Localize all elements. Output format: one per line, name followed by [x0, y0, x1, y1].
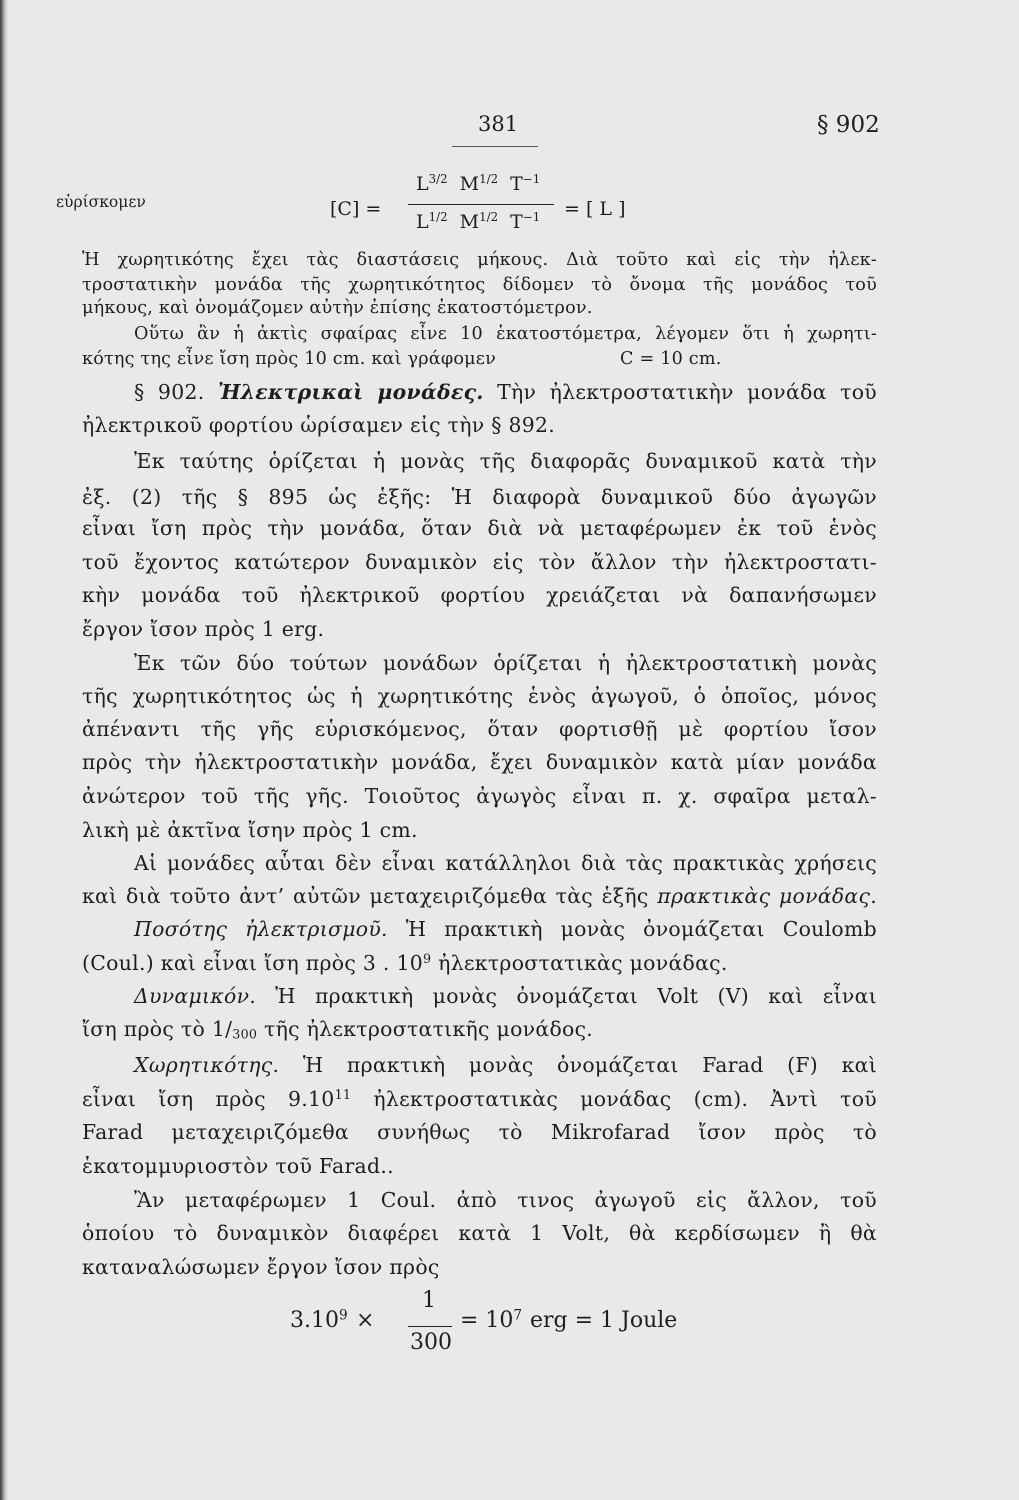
small-text-line: κότης της εἶνε ἴση πρὸς 10 cm. καὶ γράφομεν C = 10 cm. — [82, 349, 722, 369]
page-binding-edge — [0, 0, 8, 1500]
body-line: τοῦ ἔχοντος κατώτερον δυναμικὸν εἰς τὸν ἄλλον τὴν ἠλεκτροστατι- — [82, 550, 877, 574]
page-number-rule — [452, 146, 538, 147]
page-number: 381 — [478, 112, 519, 136]
body-line: ἠλεκτρικοῦ φορτίου ὡρίσαμεν εἰς τὴν § 892. — [82, 413, 556, 437]
page-header — [0, 112, 1019, 152]
small-text-line: Ἡ χωρητικότης ἔχει τὰς διαστάσεις μήκους. Διὰ τοῦτο καὶ εἰς τὴν ἠλεκ- — [82, 250, 877, 270]
body-line: εἶναι ἴση πρὸς 9.10$^{11}$ ἠλεκτροστατικὰς μονάδας (cm). Ἀντὶ τοῦ — [82, 1087, 877, 1111]
body-line: κὴν μονάδα τοῦ ἠλεκτρικοῦ φορτίου χρειάζεται νὰ δαπανήσωμεν — [82, 583, 877, 607]
small-text-line: μήκους, καὶ ὀνομάζομεν αὐτὴν ἐπίσης ἑκατοστόμετρον. — [82, 298, 593, 318]
fraction-numerator: $L^{3/2}$ $M^{1/2}$ $T^{-1}$ — [416, 172, 541, 196]
body-line: ἀνώτερον τοῦ τῆς γῆς. Τοιοῦτος ἀγωγὸς εἶναι π. χ. σφαῖρα μεταλ- — [82, 784, 877, 808]
body-line: Δυναμικόν. Ἡ πρακτικὴ μονὰς ὀνομάζεται Volt (V) καὶ εἶναι — [134, 984, 877, 1008]
body-line: Ἐκ ταύτης ὁρίζεται ἡ μονὰς τῆς διαφορᾶς δυναμικοῦ κατὰ τὴν — [134, 449, 877, 473]
term-quantity: Ποσότης ἠλεκτρισμοῦ. — [134, 917, 388, 941]
body-line: Ποσότης ἠλεκτρισμοῦ. Ἡ πρακτικὴ μονὰς ὀνομάζεται Coulomb — [134, 917, 877, 941]
term-potential: Δυναμικόν. — [134, 984, 257, 1008]
fraction-bar — [408, 1326, 452, 1327]
body-line: Farad μεταχειριζόμεθα συνήθως τὸ Mikrofarad ἴσον πρὸς τὸ — [82, 1120, 877, 1144]
body-line: Χωρητικότης. Ἡ πρακτικὴ μονὰς ὀνομάζεται Farad (F) καὶ — [134, 1053, 877, 1077]
body-line: ὁποίου τὸ δυναμικὸν διαφέρει κατὰ 1 Volt, θὰ κερδίσωμεν ἢ θὰ — [82, 1221, 877, 1245]
body-line: ἑκατομμυριοστὸν τοῦ Farad.. — [82, 1154, 394, 1178]
small-text-line: τροστατικὴν μονάδα τῆς χωρητικότητος δίδομεν τὸ ὄνομα τῆς μονάδος τοῦ — [82, 275, 877, 295]
section-heading-line: § 902. Ἠλεκτρικαὶ μονάδες. Τὴν ἠλεκτροστατικὴν μονάδα τοῦ — [134, 380, 877, 404]
body-line: Ἐκ τῶν δύο τούτων μονάδων ὁρίζεται ἡ ἠλεκτροστατικὴ μονὰς — [134, 651, 877, 675]
body-line: ἴση πρὸς τὸ $1/_{300}$ τῆς ἠλεκτροστατικῆς μονάδος. — [82, 1017, 594, 1042]
body-line: λικὴ μὲ ἀκτῖνα ἴσην πρὸς 1 cm. — [82, 818, 418, 842]
body-line: καὶ διὰ τοῦτο ἀντ’ αὐτῶν μεταχειριζόμεθα τὰς ἑξῆς πρακτικὰς μονάδας. — [82, 884, 877, 908]
formula-lead-word: εὑρίσκομεν — [56, 193, 146, 211]
body-line: εἶναι ἴση πρὸς τὴν μονάδα, ὅταν διὰ νὰ μεταφέρωμεν ἐκ τοῦ ἑνὸς — [82, 516, 877, 540]
body-line: Ἂν μεταφέρωμεν 1 Coul. ἀπὸ τινος ἀγωγοῦ εἰς ἄλλον, τοῦ — [134, 1188, 877, 1212]
section-marker: § 902 — [817, 112, 880, 138]
formula-result: = [ L ] — [564, 198, 626, 220]
body-line: Αἱ μονάδες αὗται δὲν εἶναι κατάλληλοι διὰ τὰς πρακτικὰς χρήσεις — [134, 851, 877, 875]
fraction-denominator: $L^{1/2}$ $M^{1/2}$ $T^{-1}$ — [416, 210, 541, 234]
fraction-denominator: 300 — [410, 1330, 452, 1355]
body-line: ἔργον ἴσον πρὸς 1 erg. — [82, 617, 325, 641]
body-line: καταναλώσωμεν ἔργον ἴσον πρὸς — [82, 1255, 440, 1279]
body-line: ἐξ. (2) τῆς § 895 ὡς ἑξῆς: Ἡ διαφορὰ δυναμικοῦ δύο ἀγωγῶν — [82, 485, 877, 509]
book-page: 381 § 902 εὑρίσκομεν [C] = $L^{3/2}$ $M^{1/2}$ $T^{-1}$ $L^{1/2}$ $M^{1/2}$ $T^{-1}$ = [ L ] Ἡ χωρητικότης ἔχει τὰς διαστάσεις μήκους. Διὰ τοῦτο καὶ εἰς τὴν ἠλεκ- τροστατικὴν μονάδα τῆς χωρητικότητος δίδομεν τὸ ὄνομα τῆς μονάδος τοῦ μήκους, καὶ ὀνομάζομεν αὐτὴν ἐπίσης ἑκατοστόμετρον. Οὕτω ἂν ἡ ἀκτὶς σφαίρας εἶνε 10 ἑκατοστόμετρα, λέγομεν ὅτι ἡ χωρητι- κότης της εἶνε ἴση πρὸς 10 cm. καὶ γράφομεν C = 10 cm. § 902. Ἠλεκτρικαὶ μονάδες. Τὴν ἠλεκτροστατικὴν μονάδα τοῦ ἠλεκτρικοῦ φορτίου ὡρίσαμεν εἰς τὴν § 892. Ἐκ ταύτης ὁρίζεται ἡ μονὰς τῆς διαφορᾶς δυναμικοῦ κατὰ τὴν ἐξ. (2) τῆς § 895 ὡς ἑξῆς: Ἡ διαφορὰ δυναμικοῦ δύο ἀγωγῶν εἶναι ἴση πρὸς τὴν μονάδα, ὅταν διὰ νὰ μεταφέρωμεν ἐκ τοῦ ἑνὸς τοῦ ἔχοντος κατώτερον δυναμικὸν εἰς τὸν ἄλλον τὴν ἠλεκτροστατι- κὴν μονάδα τοῦ ἠλεκτρικοῦ φορτίου χρειάζεται νὰ δαπανήσωμεν ἔργον ἴσον πρὸς 1 erg. Ἐκ τῶν δύο τούτων μονάδων ὁρίζεται ἡ ἠλεκτροστατικὴ μονὰς τῆς χωρητικότητος ὡς ἡ χωρητικότης ἑνὸς ἀγωγοῦ, ὁ ὁποῖος, μόνος ἀπέναντι τῆς γῆς εὑρισκόμενος, ὅταν φορτισθῇ μὲ φορτίου ἴσον πρὸς τὴν ἠλεκτροστατικὴν μονάδα, ἔχει δυναμικὸν κατὰ μίαν μονάδα ἀνώτερον τοῦ τῆς γῆς. Τοιοῦτος ἀγωγὸς εἶναι π. χ. σφαῖρα μεταλ- λικὴ μὲ ἀκτῖνα ἴσην πρὸς 1 cm. Αἱ μονάδες αὗται δὲν εἶναι κατάλληλοι διὰ τὰς πρακτικὰς χρήσεις καὶ διὰ τοῦτο ἀντ’ αὐτῶν μεταχειριζόμεθα τὰς ἑξῆς πρακτικὰς μονάδας. Ποσότης ἠλεκτρισμοῦ. Ἡ πρακτικὴ μονὰς ὀνομάζεται Coulomb (Coul.) καὶ εἶναι ἴση πρὸς 3 . $10^9$ ἠλεκτροστατικὰς μονάδας. Δυναμικόν. Ἡ πρακτικὴ μονὰς ὀνομάζεται Volt (V) καὶ εἶναι ἴση πρὸς τὸ $1/_{300}$ τῆς ἠλεκτροστατικῆς μονάδος. Χωρητικότης. Ἡ πρακτικὴ μονὰς ὀνομάζεται Farad (F) καὶ εἶναι ἴση πρὸς 9.10$^{11}$ ἠλεκτροστατικὰς μονάδας (cm). Ἀντὶ τοῦ Farad μεταχειριζόμεθα συνήθως τὸ Mikrofarad ἴσον πρὸς τὸ ἑκατομμυριοστὸν τοῦ Farad.. Ἂν μεταφέρωμεν 1 Coul. ἀπὸ τινος ἀγωγοῦ εἰς ἄλλον, τοῦ ὁποίου τὸ δυναμικὸν διαφέρει κατὰ 1 Volt, θὰ κερδίσωμεν ἢ θὰ καταναλώσωμεν ἔργον ἴσον πρὸς 3.10$^9$ × 1 300 = $10^7$ erg = 1 Joule — [0, 0, 1019, 1500]
dimension-fraction — [408, 160, 556, 250]
section-title: Ἠλεκτρικαὶ μονάδες. — [217, 380, 484, 404]
section-sign: § 902. — [134, 380, 205, 404]
body-line: τῆς χωρητικότητος ὡς ἡ χωρητικότης ἑνὸς ἀγωγοῦ, ὁ ὁποῖος, μόνος — [82, 684, 877, 708]
small-text-line: Οὕτω ἂν ἡ ἀκτὶς σφαίρας εἶνε 10 ἑκατοστόμετρα, λέγομεν ὅτι ἡ χωρητι- — [134, 324, 877, 344]
body-line: ἀπέναντι τῆς γῆς εὑρισκόμενος, ὅταν φορτισθῇ μὲ φορτίου ἴσον — [82, 717, 877, 741]
body-line: (Coul.) καὶ εἶναι ἴση πρὸς 3 . $10^9$ ἠλεκτροστατικὰς μονάδας. — [82, 951, 728, 975]
fraction-bar — [408, 204, 554, 205]
formula-lhs: [C] = — [330, 198, 382, 220]
fraction-numerator: 1 — [422, 1288, 436, 1313]
body-line: πρὸς τὴν ἠλεκτροστατικὴν μονάδα, ἔχει δυναμικὸν κατὰ μίαν μονάδα — [82, 750, 877, 774]
term-capacity: Χωρητικότης. — [134, 1053, 280, 1077]
